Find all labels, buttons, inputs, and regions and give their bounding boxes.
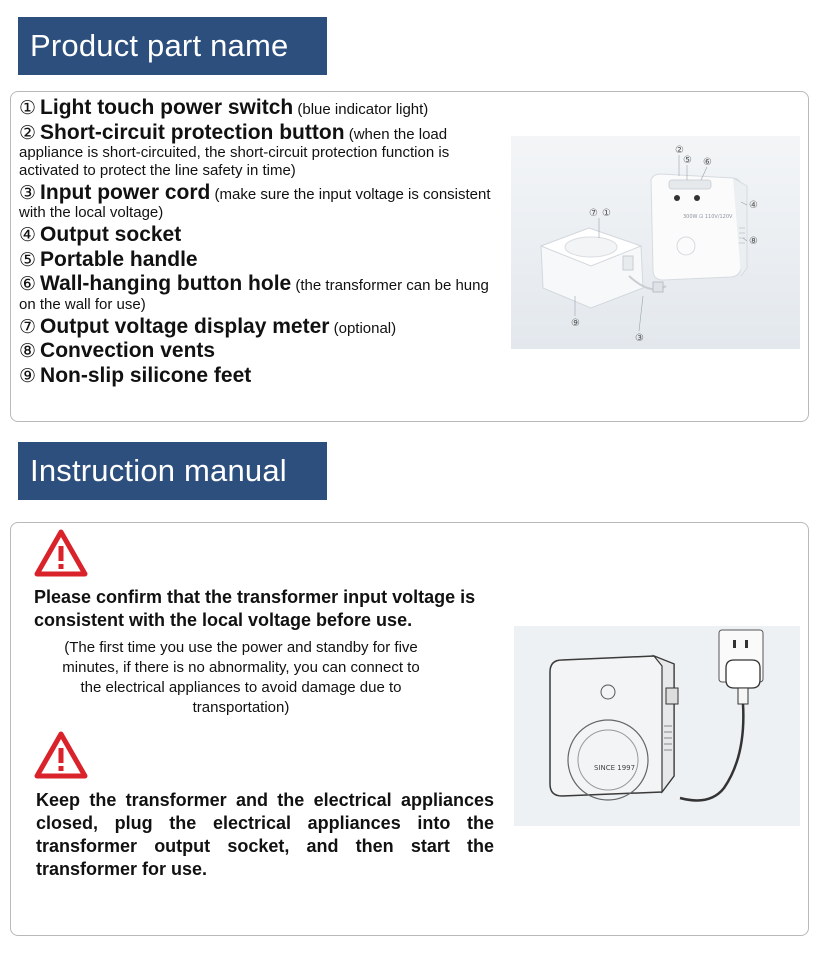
device-label: 300W ⊡ 110V/120V — [683, 214, 733, 220]
part-item — [19, 364, 509, 388]
part-name: Input power cord — [40, 180, 211, 204]
part-number: ③ — [19, 182, 37, 204]
part-number: ⑧ — [19, 341, 37, 363]
part-item — [19, 181, 509, 222]
parts-list — [19, 96, 509, 388]
callout-2: ② — [675, 145, 684, 156]
part-item — [19, 223, 509, 247]
part-item — [19, 121, 509, 180]
part-number: ⑤ — [19, 249, 37, 271]
part-item — [19, 96, 509, 120]
part-item — [19, 315, 509, 339]
part-name: Short-circuit protection button — [40, 120, 345, 144]
brand-label: SINCE 1997 — [594, 764, 636, 772]
section-title-product-parts: Product part name — [18, 17, 327, 75]
callout-8: ⑧ — [749, 236, 758, 247]
part-number: ① — [19, 98, 37, 119]
section-title-instruction-manual: Instruction manual — [18, 442, 327, 500]
part-note: (blue indicator light) — [293, 101, 429, 118]
part-number: ② — [19, 122, 37, 144]
first-use-note: (The first time you use the power and standby for five minutes, if there is no abnormality, you can connect to the electrical appliances to avoid damage due to transportation) — [62, 639, 420, 716]
part-item — [19, 248, 509, 272]
callout-9: ⑨ — [571, 318, 580, 329]
part-note: (when the load appliance is short-circuited, the short-circuit protection function is activated to protect the line safety in time) — [19, 125, 450, 179]
part-name: Portable handle — [40, 247, 198, 271]
product-illustration — [511, 136, 800, 349]
part-note: (the transformer can be hung on the wall for use) — [19, 277, 489, 313]
part-note: (make sure the input voltage is consistent with the local voltage) — [19, 185, 491, 222]
part-number: ⑥ — [19, 274, 37, 296]
part-name: Output socket — [40, 223, 182, 247]
callout-6: ⑥ — [703, 157, 712, 168]
part-item — [19, 272, 509, 313]
part-name: Wall-hanging button hole — [40, 272, 292, 296]
part-name: Light touch power switch — [40, 96, 294, 119]
warning-icon — [34, 731, 88, 784]
part-item — [19, 339, 509, 363]
part-number: ⑦ — [19, 316, 37, 338]
part-name: Convection vents — [40, 339, 216, 363]
part-note: (optional) — [329, 319, 397, 337]
parts-panel — [10, 91, 809, 422]
warning-text-2: Keep the transformer and the electrical appliances closed, plug the electrical appliances into the transformer output socket, and then start the transformer for use. — [36, 790, 494, 879]
part-name: Non-slip silicone feet — [40, 363, 252, 387]
plug-in-illustration — [514, 626, 800, 826]
product-photo — [511, 136, 800, 349]
callout-1: ① — [602, 208, 611, 219]
part-name: Output voltage display meter — [40, 314, 330, 338]
warning-text-1: Please confirm that the transformer input voltage is consistent with the local voltage before use. — [34, 587, 476, 630]
callout-3: ③ — [635, 333, 644, 344]
instruction-panel — [10, 522, 809, 936]
warning-icon — [34, 529, 88, 582]
part-number: ⑨ — [19, 365, 37, 387]
callout-5: ⑤ — [683, 155, 692, 166]
part-number: ④ — [19, 225, 37, 247]
callout-7: ⑦ — [589, 208, 598, 219]
callout-4: ④ — [749, 200, 758, 211]
